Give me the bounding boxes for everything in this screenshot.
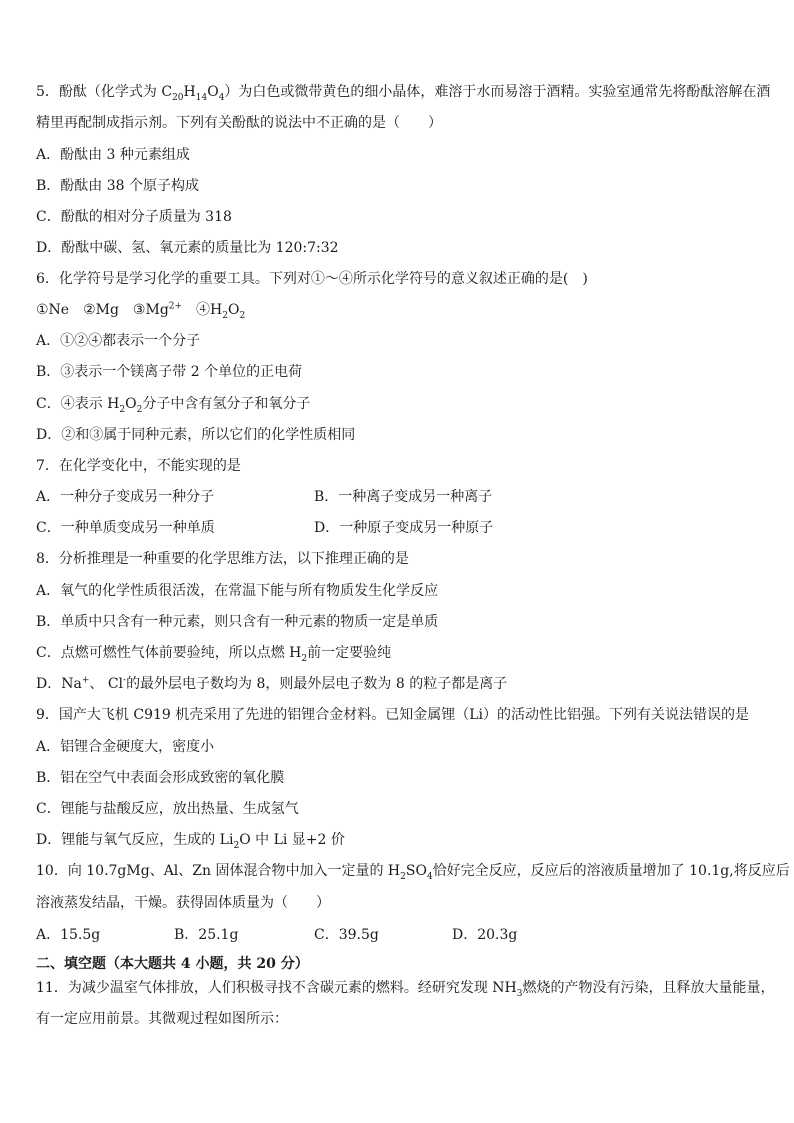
q5-option-d: D．酚酞中碳、氢、氧元素的质量比为 120:7:32: [36, 240, 339, 256]
q7-option-d: D．一种原子变成另一种原子: [314, 520, 494, 536]
q9-stem: 9．国产大飞机 C919 机壳采用了先进的铝锂合金材料。已知金属锂（Li）的活动性比铝强。下列有关说法错误的是: [36, 707, 750, 723]
q8-stem: 8．分析推理是一种重要的化学思维方法，以下推理正确的是: [36, 551, 409, 567]
q5-stem-line1: 5．酚酞（化学式为 $C_{20}H_{14}O_4$）为白色或微带黄色的细小晶体，难溶于水而易溶于酒精。实验室通常先将酚酞溶解在酒: [36, 84, 771, 103]
q9-option-b: B．铝在空气中表面会形成致密的氧化膜: [36, 770, 285, 786]
q10-option-b: B．25.1g: [174, 927, 239, 943]
q6-symbols: ①Ne ②Mg $③Mg^{2+}$ $④H_2O_2$: [36, 301, 246, 321]
q10-option-d: D．20.3g: [452, 927, 518, 943]
q10-option-c: C．39.5g: [314, 927, 379, 943]
q6-option-c: C．④表示 $H_2O_2$分子中含有氢分子和氧分子: [36, 396, 311, 415]
q11-stem-line2: 有一定应用前景。其微观过程如图所示：: [36, 1011, 288, 1027]
q7-option-a: A．一种分子变成另一种分子: [36, 489, 215, 505]
q5-stem-line2: 精里再配制成指示剂。下列有关酚酞的说法中不正确的是（ ）: [36, 115, 442, 131]
q5-option-c: C．酚酞的相对分子质量为 318: [36, 209, 232, 225]
q7-stem: 7．在化学变化中，不能实现的是: [36, 458, 241, 474]
q10-stem-line2: 溶液蒸发结晶，干燥。获得固体质量为（ ）: [36, 895, 330, 911]
q6-option-b: B．③表示一个镁离子带 2 个单位的正电荷: [36, 364, 303, 380]
q9-option-a: A．铝锂合金硬度大，密度小: [36, 739, 215, 755]
q9-option-d: D．锂能与氧气反应，生成的 $Li_2O$ 中 Li 显+2 价: [36, 832, 345, 851]
q8-option-c: C．点燃可燃性气体前要验纯，所以点燃 $H_2$前一定要验纯: [36, 645, 392, 664]
q10-option-a: A．15.5g: [36, 927, 101, 943]
q11-stem-line1: 11．为减少温室气体排放，人们积极寻找不含碳元素的燃料。经研究发现 $NH_3$燃烧的产物没有污染，且释放大量能量，: [36, 980, 775, 999]
q5-option-b: B．酚酞由 38 个原子构成: [36, 178, 200, 194]
q6-option-d: D．②和③属于同种元素，所以它们的化学性质相同: [36, 427, 356, 443]
q10-stem-line1: 10．向 10.7gMg、Al、Zn 固体混合物中加入一定量的 $H_2SO_4$恰好完全反应，反应后的溶液质量增加了 10.1g,将反应后: [36, 863, 790, 882]
q8-option-a: A．氧气的化学性质很活泼，在常温下能与所有物质发生化学反应: [36, 583, 439, 599]
q8-option-d: D．Na+、 Cl-的最外层电子数均为 8，则最外层电子数为 8 的粒子都是离子: [36, 675, 508, 692]
q7-option-b: B．一种离子变成另一种离子: [314, 489, 493, 505]
q7-option-c: C．一种单质变成另一种单质: [36, 520, 215, 536]
section-heading: 二、填空题（本大题共 4 小题，共 20 分）: [36, 956, 309, 972]
q9-option-c: C．锂能与盐酸反应，放出热量、生成氢气: [36, 801, 299, 817]
q6-option-a: A．①②④都表示一个分子: [36, 333, 201, 349]
q5-option-a: A．酚酞由 3 种元素组成: [36, 147, 190, 163]
q8-option-b: B．单质中只含有一种元素，则只含有一种元素的物质一定是单质: [36, 614, 439, 630]
q6-stem: 6．化学符号是学习化学的重要工具。下列对①～④所示化学符号的意义叙述正确的是( ): [36, 271, 588, 287]
